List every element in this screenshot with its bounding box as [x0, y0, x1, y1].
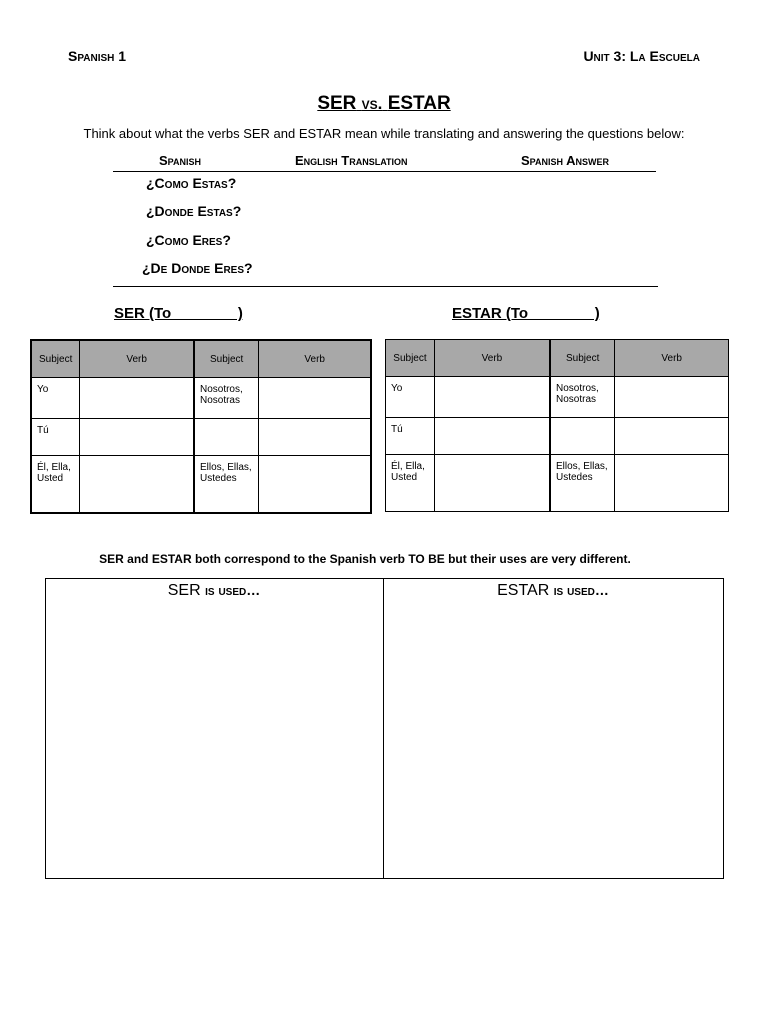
table-header-row	[386, 340, 729, 377]
questions-header	[113, 153, 656, 172]
table-row	[386, 377, 729, 418]
question-2: ¿Donde Estas?	[146, 203, 242, 219]
subject-cell: Yo	[386, 377, 435, 418]
header-subject: Subject	[550, 340, 615, 377]
header-spanish: Spanish	[159, 153, 202, 168]
title-ser: SER	[317, 93, 357, 114]
table-row	[31, 378, 371, 419]
estar-uses-rest: is used…	[553, 582, 609, 598]
header-verb: Verb	[615, 340, 729, 377]
estar-uses-word: ESTAR	[497, 582, 550, 599]
verb-cell[interactable]	[80, 378, 194, 419]
verb-cell[interactable]	[259, 419, 371, 456]
subject-cell: Tú	[386, 418, 435, 455]
title-vs: vs.	[361, 94, 383, 113]
header-english-translation: English Translation	[295, 153, 408, 168]
verb-cell[interactable]	[615, 418, 729, 455]
subject-cell: Tú	[31, 419, 80, 456]
verb-cell[interactable]	[615, 455, 729, 512]
uses-note: SER and ESTAR both correspond to the Spanish verb TO BE but their uses are very different.	[99, 552, 631, 566]
verb-cell[interactable]	[434, 418, 550, 455]
subject-cell: Él, Ella, Usted	[31, 456, 80, 514]
subject-cell: Yo	[31, 378, 80, 419]
header-verb: Verb	[259, 340, 371, 378]
estar-uses-heading	[384, 582, 722, 600]
header-subject: Subject	[194, 340, 259, 378]
estar-conjugation-table	[385, 339, 729, 512]
verb-cell[interactable]	[259, 456, 371, 514]
verb-cell[interactable]	[615, 377, 729, 418]
table-row	[386, 418, 729, 455]
header-subject: Subject	[31, 340, 80, 378]
ser-uses-word: SER	[167, 582, 201, 599]
unit-title: Unit 3: La Escuela	[583, 48, 700, 64]
page-title	[0, 93, 768, 115]
ser-uses-heading	[45, 582, 383, 600]
subject-cell: Nosotros, Nosotras	[550, 377, 615, 418]
ser-conjugation-table	[30, 339, 372, 514]
estar-section-label: ESTAR (To )	[452, 305, 600, 322]
table-row	[386, 455, 729, 512]
verb-cell[interactable]	[259, 378, 371, 419]
question-1: ¿Como Estas?	[146, 175, 237, 191]
uses-box[interactable]	[45, 578, 724, 879]
instructions: Think about what the verbs SER and ESTAR mean while translating and answering the questions below:	[83, 126, 685, 141]
ser-uses-rest: is used…	[205, 582, 261, 598]
subject-cell: Nosotros, Nosotras	[194, 378, 259, 419]
course-title: Spanish 1	[68, 48, 127, 64]
header-spanish-answer: Spanish Answer	[521, 153, 610, 168]
ser-section-label: SER (To )	[114, 305, 243, 322]
question-4: ¿De Donde Eres?	[142, 260, 253, 276]
title-estar: ESTAR	[387, 93, 451, 114]
header-verb: Verb	[80, 340, 194, 378]
table-row	[31, 456, 371, 514]
header-subject: Subject	[386, 340, 435, 377]
subject-cell	[550, 418, 615, 455]
uses-divider	[383, 578, 384, 878]
subject-cell	[194, 419, 259, 456]
table-row	[31, 419, 371, 456]
subject-cell: Ellos, Ellas, Ustedes	[194, 456, 259, 514]
verb-cell[interactable]	[434, 377, 550, 418]
header-verb: Verb	[434, 340, 550, 377]
verb-cell[interactable]	[80, 419, 194, 456]
verb-cell[interactable]	[434, 455, 550, 512]
question-3: ¿Como Eres?	[146, 232, 231, 248]
subject-cell: Él, Ella, Usted	[386, 455, 435, 512]
table-header-row	[31, 340, 371, 378]
subject-cell: Ellos, Ellas, Ustedes	[550, 455, 615, 512]
questions-divider	[113, 286, 658, 287]
verb-cell[interactable]	[80, 456, 194, 514]
